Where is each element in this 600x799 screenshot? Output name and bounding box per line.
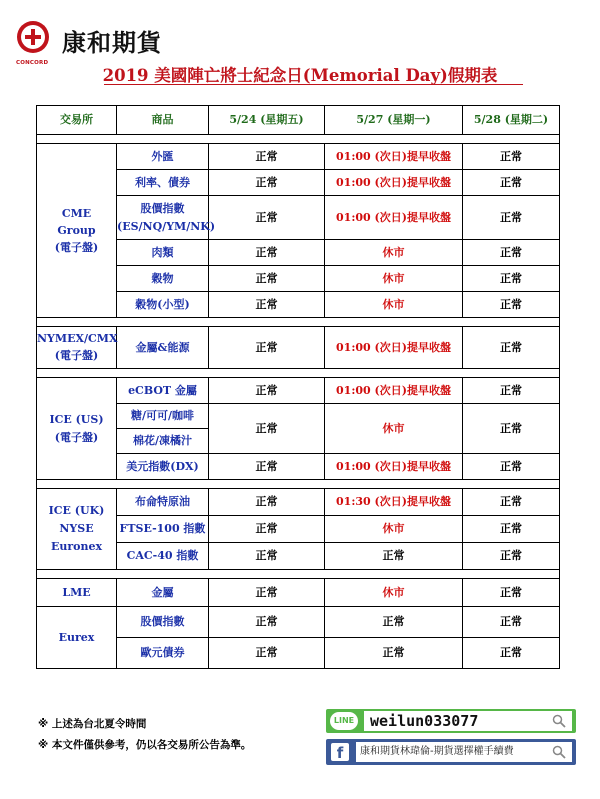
product-metals-energy: 金屬&能源 (117, 327, 209, 369)
logo-text: 康和期貨 (62, 29, 162, 57)
status-cell: 正常 (209, 607, 325, 638)
exchange-ice-uk-line-3: Euronex (50, 540, 103, 553)
status-cell: 正常 (463, 607, 560, 638)
product-lme-metal: 金屬 (117, 579, 209, 607)
exchange-ice-uk (37, 489, 117, 570)
status-cell: 正常 (463, 144, 560, 170)
status-cell: 正常 (209, 327, 325, 369)
product-dx: 美元指數(DX) (117, 454, 209, 480)
table-row (37, 579, 560, 607)
table-row (37, 378, 560, 404)
facebook-icon: f (331, 743, 349, 761)
product-fx: 外匯 (117, 144, 209, 170)
line-icon: LINE (330, 712, 358, 730)
header-date-2: 5/27 (星期一) (325, 106, 463, 135)
status-cell: 01:00 (次日)提早收盤 (325, 144, 463, 170)
status-cell: 正常 (209, 144, 325, 170)
header-exchange: 交易所 (37, 106, 117, 135)
logo (16, 20, 162, 66)
status-cell: 正常 (325, 607, 463, 638)
product-cotton: 棉花/凍橘汁 (117, 429, 209, 454)
status-cell: 正常 (209, 579, 325, 607)
status-cell: 正常 (463, 638, 560, 669)
status-cell: 休市 (325, 516, 463, 543)
status-cell: 正常 (209, 378, 325, 404)
product-sugar: 糖/可可/咖啡 (117, 404, 209, 429)
product-euro-bond: 歐元債券 (117, 638, 209, 669)
exchange-cme-line-2: Group (57, 223, 96, 237)
exchange-nymex-line-2: (電子盤) (54, 349, 99, 362)
exchange-ice-uk-line-2: NYSE (59, 522, 94, 535)
status-cell: 正常 (463, 292, 560, 318)
status-cell: 休市 (325, 292, 463, 318)
status-cell: 正常 (463, 454, 560, 480)
status-cell: 正常 (463, 240, 560, 266)
line-id-field[interactable] (364, 711, 572, 731)
status-cell: 正常 (209, 266, 325, 292)
title-underline (104, 84, 523, 85)
table-row (37, 327, 560, 369)
status-cell: 正常 (463, 579, 560, 607)
table-row (37, 489, 560, 516)
product-index (117, 196, 216, 240)
product-meat: 肉類 (117, 240, 209, 266)
status-cell: 正常 (209, 454, 325, 480)
exchange-eurex: Eurex (37, 607, 117, 669)
status-cell: 正常 (209, 240, 325, 266)
status-cell: 正常 (463, 170, 560, 196)
facebook-contact[interactable] (326, 739, 576, 765)
status-cell: 01:00 (次日)提早收盤 (325, 454, 463, 480)
status-cell: 正常 (463, 489, 560, 516)
note-disclaimer: ※ 本文件僅供參考，仍以各交易所公告為準。 (38, 739, 252, 751)
exchange-ice-uk-line-1: ICE (UK) (48, 504, 105, 517)
status-cell: 正常 (209, 170, 325, 196)
status-cell: 01:30 (次日)提早收盤 (325, 489, 463, 516)
status-cell: 正常 (463, 516, 560, 543)
status-cell: 休市 (325, 404, 463, 454)
status-cell: 正常 (463, 378, 560, 404)
exchange-ice-us-line-2: (電子盤) (54, 430, 99, 444)
product-grain: 穀物 (117, 266, 209, 292)
table-row (37, 144, 560, 170)
exchange-nymex-line-1: NYMEX/CMX (37, 332, 118, 345)
line-id: weilun033077 (370, 712, 479, 730)
status-cell: 正常 (209, 516, 325, 543)
status-cell: 01:00 (次日)提早收盤 (325, 327, 463, 369)
status-cell: 休市 (325, 266, 463, 292)
exchange-cme-line-1: CME (61, 206, 92, 220)
concord-logo-icon (16, 20, 56, 66)
exchange-ice-us-line-1: ICE (US) (49, 412, 104, 426)
search-icon (552, 745, 566, 759)
exchange-nymex (37, 327, 117, 369)
product-ftse: FTSE-100 指數 (117, 516, 209, 543)
status-cell: 正常 (209, 638, 325, 669)
status-cell: 正常 (209, 543, 325, 570)
status-cell: 正常 (209, 404, 325, 454)
product-brent: 布侖特原油 (117, 489, 209, 516)
header-date-3: 5/28 (星期二) (463, 106, 560, 135)
exchange-ice-us (37, 378, 117, 480)
status-cell: 01:00 (次日)提早收盤 (325, 170, 463, 196)
product-index-line-2: (ES/NQ/YM/NK) (117, 219, 216, 233)
status-cell: 01:00 (次日)提早收盤 (325, 378, 463, 404)
product-index-line-1: 股價指數 (140, 201, 185, 215)
product-ecbot: eCBOT 金屬 (117, 378, 209, 404)
status-cell: 正常 (325, 638, 463, 669)
exchange-cme-line-3: (電子盤) (54, 240, 99, 254)
search-icon (552, 714, 566, 728)
status-cell: 正常 (463, 543, 560, 570)
status-cell: 正常 (209, 196, 325, 240)
status-cell: 正常 (209, 489, 325, 516)
facebook-text: 康和期貨林瑋倫-期貨選擇權手續費 (360, 746, 514, 757)
table-header-row (37, 106, 560, 135)
product-rates: 利率、債券 (117, 170, 209, 196)
status-cell: 休市 (325, 579, 463, 607)
product-cac: CAC-40 指數 (117, 543, 209, 570)
status-cell: 正常 (463, 266, 560, 292)
holiday-schedule-table (36, 105, 560, 669)
header-date-1: 5/24 (星期五) (209, 106, 325, 135)
status-cell: 正常 (463, 404, 560, 454)
status-cell: 01:00 (次日)提早收盤 (325, 196, 463, 240)
exchange-lme: LME (37, 579, 117, 607)
logo-sub: CONCORD (16, 60, 49, 66)
status-cell: 正常 (325, 543, 463, 570)
facebook-field[interactable] (356, 742, 572, 762)
status-cell: 正常 (209, 292, 325, 318)
status-cell: 正常 (463, 327, 560, 369)
product-eurex-index: 股價指數 (117, 607, 209, 638)
line-contact[interactable] (326, 709, 576, 733)
table-row (37, 607, 560, 638)
notes (38, 714, 251, 756)
note-timezone: ※ 上述為台北夏令時間 (38, 718, 147, 730)
product-grain-mini: 穀物(小型) (117, 292, 209, 318)
page-title: 2019 美國陣亡將士紀念日(Memorial Day)假期表 (102, 66, 498, 85)
status-cell: 休市 (325, 240, 463, 266)
header-product: 商品 (117, 106, 209, 135)
exchange-cme (37, 144, 117, 318)
status-cell: 正常 (463, 196, 560, 240)
